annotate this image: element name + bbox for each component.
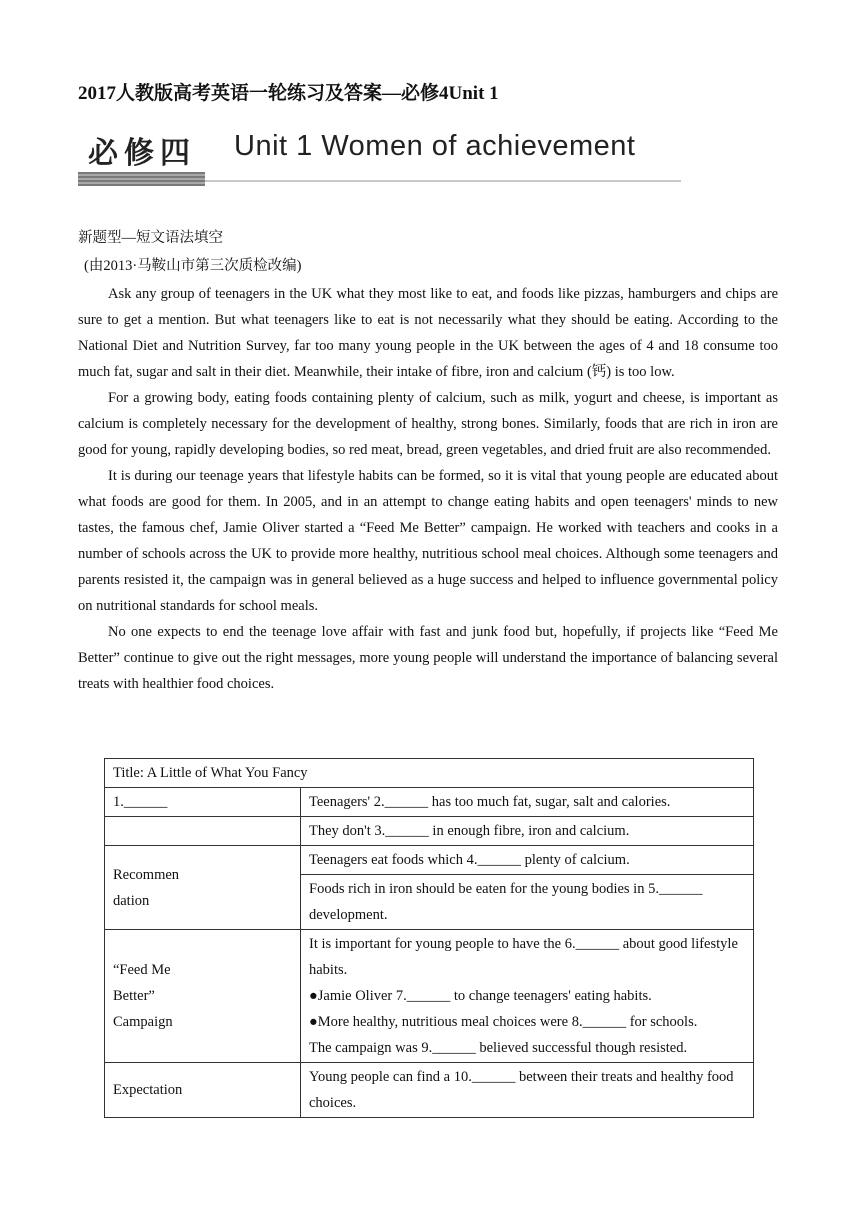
table-row <box>105 788 754 817</box>
exercise-source: (由2013·马鞍山市第三次质检改编) <box>84 258 302 274</box>
passage-paragraph-1: Ask any group of teenagers in the UK what they most like to eat, and foods like pizzas, hamburgers and chips are sure to get a mention. But what teenagers like to eat is not necessarily what they should be eating. According to the National Diet and Nutrition Survey, far too many young people in the UK between the ages of 4 and 18 consume too much fat, sugar and salt in their diet. Meanwhile, their intake of fibre, iron and calcium (钙) is too low. <box>78 286 778 380</box>
campaign-label-2: Better” <box>113 988 155 1004</box>
unit-banner <box>78 124 682 190</box>
module-label: 必修四 <box>88 136 196 171</box>
table-left-cell <box>105 817 301 846</box>
table-row <box>105 817 754 846</box>
table-row <box>105 759 754 788</box>
campaign-line-3: ●More healthy, nutritious meal choices were 8.______ for schools. <box>309 1014 698 1030</box>
table-title-cell: Title: A Little of What You Fancy <box>105 759 754 788</box>
banner-divider-thick <box>78 172 205 186</box>
table-right-cell: Foods rich in iron should be eaten for the young bodies in 5.______ development. <box>301 875 754 930</box>
table-row <box>105 930 754 1063</box>
table-row <box>105 846 754 875</box>
passage-paragraph-3: It is during our teenage years that lifestyle habits can be formed, so it is vital that young people are educated about what foods are good for them. In 2005, and in an attempt to change eating habits and open teenagers' minds to new tastes, the famous chef, Jamie Oliver started a “Feed Me Better” campaign. He worked with teachers and cooks in a number of schools across the UK to provide more healthy, nutritious school meal choices. Although some teenagers and parents resisted it, the campaign was in general believed as a huge success and helped to influence governmental policy on nutritional standards for school meals. <box>78 468 778 614</box>
table-left-cell <box>105 846 301 930</box>
document-title: 2017人教版高考英语一轮练习及答案—必修4Unit 1 <box>78 83 499 104</box>
banner-divider-thin <box>205 180 681 182</box>
campaign-line-2: ●Jamie Oliver 7.______ to change teenagers' eating habits. <box>309 988 652 1004</box>
table-row <box>105 1063 754 1118</box>
campaign-line-1: It is important for young people to have the 6.______ about good lifestyle habits. <box>309 936 738 978</box>
reading-passage <box>78 281 778 697</box>
table-left-cell <box>105 930 301 1063</box>
fill-in-table <box>104 758 754 1118</box>
campaign-label-1: “Feed Me <box>113 962 171 978</box>
passage-paragraph-4: No one expects to end the teenage love affair with fast and junk food but, hopefully, if projects like “Feed Me Better” continue to give out the right messages, more young people will understand the importance of balancing several treats with healthier food choices. <box>78 624 778 692</box>
campaign-line-4: The campaign was 9.______ believed successful though resisted. <box>309 1040 688 1056</box>
recommendation-label-2: dation <box>113 892 150 909</box>
exercise-type: 新题型—短文语法填空 <box>78 230 223 246</box>
table-right-cell: Young people can find a 10.______ between their treats and healthy food choices. <box>301 1063 754 1118</box>
unit-title: Unit 1 Women of achievement <box>234 130 636 162</box>
recommendation-label-1: Recommen <box>113 866 180 883</box>
table-right-cell: They don't 3.______ in enough fibre, iron and calcium. <box>301 817 754 846</box>
table-right-cell: Teenagers eat foods which 4.______ plenty of calcium. <box>301 846 754 875</box>
table-right-cell <box>301 930 754 1063</box>
table-right-cell: Teenagers' 2.______ has too much fat, sugar, salt and calories. <box>301 788 754 817</box>
campaign-label-3: Campaign <box>113 1014 173 1030</box>
table-left-cell: Expectation <box>105 1063 301 1118</box>
table-left-cell: 1.______ <box>105 788 301 817</box>
passage-paragraph-2: For a growing body, eating foods containing plenty of calcium, such as milk, yogurt and cheese, is important as calcium is completely necessary for the development of healthy, strong bones. Similarly, foods that are rich in iron are good for young, rapidly developing bodies, so red meat, bread, green vegetables, and dried fruit are also recommended. <box>78 390 778 458</box>
